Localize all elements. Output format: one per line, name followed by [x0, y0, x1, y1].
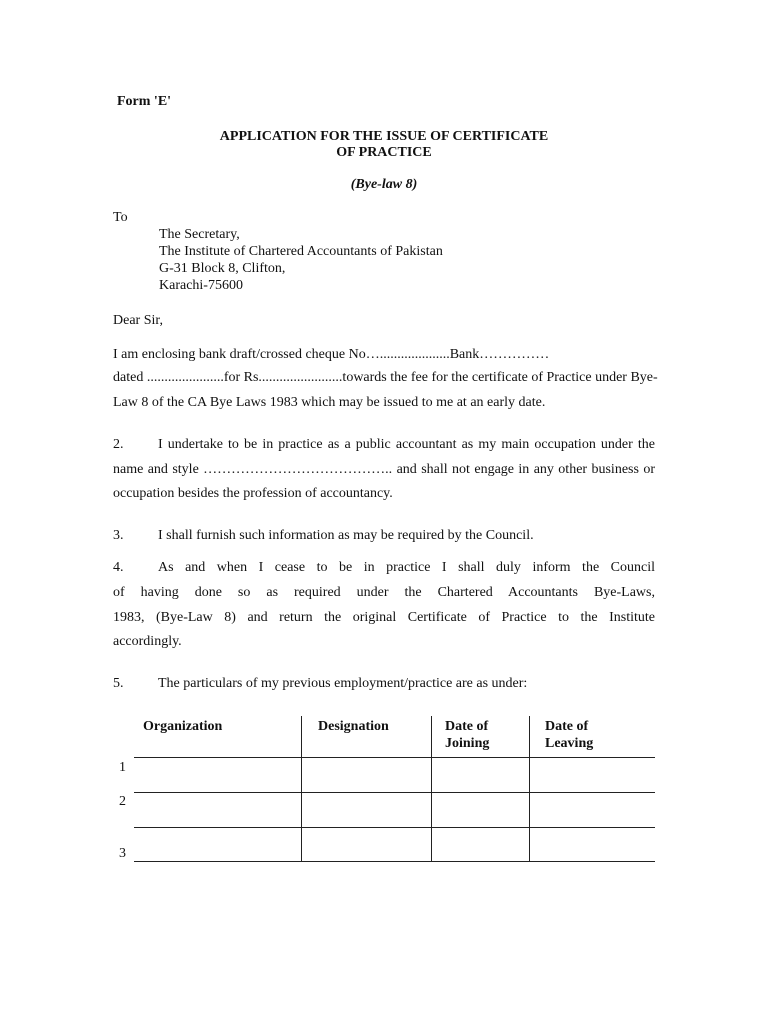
para2-line1: I undertake to be in practice as a public accountant as my main occupation under the [158, 437, 655, 452]
header-joining-line2: Joining [445, 736, 490, 751]
column-divider [301, 716, 302, 862]
header-organization: Organization [143, 719, 223, 734]
header-date-of-joining [445, 718, 489, 752]
para5-number: 5. [113, 676, 124, 691]
to-label: To [113, 210, 128, 225]
bye-law-reference: (Bye-law 8) [350, 177, 418, 192]
para2-number: 2. [113, 437, 124, 452]
row-divider [134, 757, 655, 758]
para3-number: 3. [113, 528, 124, 543]
header-joining-line1: Date of [445, 719, 489, 734]
form-label: Form 'E' [117, 94, 172, 109]
para1-line2: dated ......................for Rs........................towards the fee for the certificate of Practice under Bye- [113, 370, 658, 385]
row-number-3: 3 [119, 846, 126, 861]
para1-line3: Law 8 of the CA Bye Laws 1983 which may be issued to me at an early date. [113, 395, 546, 410]
employment-table [113, 716, 658, 866]
para4-line2: of having done so as required under the Chartered Accountants Bye-Laws, [113, 585, 655, 600]
para4-line4: accordingly. [113, 634, 182, 649]
para5-text: The particulars of my previous employment/practice are as under: [158, 676, 528, 691]
address-line-2: The Institute of Chartered Accountants of Pakistan [159, 244, 443, 259]
address-line-1: The Secretary, [159, 227, 240, 242]
column-divider [431, 716, 432, 862]
para4-line1: As and when I cease to be in practice I shall duly inform the Council [158, 560, 655, 575]
address-line-3: G-31 Block 8, Clifton, [159, 261, 286, 276]
column-divider [529, 716, 530, 862]
form-title-line1: APPLICATION FOR THE ISSUE OF CERTIFICATE [219, 129, 549, 144]
form-title-line2: OF PRACTICE [336, 145, 432, 160]
para2-line3: occupation besides the profession of accountancy. [113, 486, 393, 501]
para4-number: 4. [113, 560, 124, 575]
row-divider [134, 861, 655, 862]
para3-text: I shall furnish such information as may be required by the Council. [158, 528, 534, 543]
row-number-1: 1 [119, 760, 126, 775]
para4-line3: 1983, (Bye-Law 8) and return the original Certificate of Practice to the Institute [113, 610, 655, 625]
salutation: Dear Sir, [113, 313, 163, 328]
row-number-2: 2 [119, 794, 126, 809]
para1-line1: I am enclosing bank draft/crossed cheque No…....................Bank…………… [113, 347, 550, 362]
row-divider [134, 827, 655, 828]
address-line-4: Karachi-75600 [159, 278, 243, 293]
row-divider [134, 792, 655, 793]
para2-line2: name and style ………………………………….. and shall not engage in any other business or [113, 462, 655, 477]
header-leaving-line2: Leaving [545, 736, 594, 751]
header-date-of-leaving [545, 718, 593, 752]
header-designation: Designation [318, 719, 389, 734]
header-leaving-line1: Date of [545, 719, 589, 734]
